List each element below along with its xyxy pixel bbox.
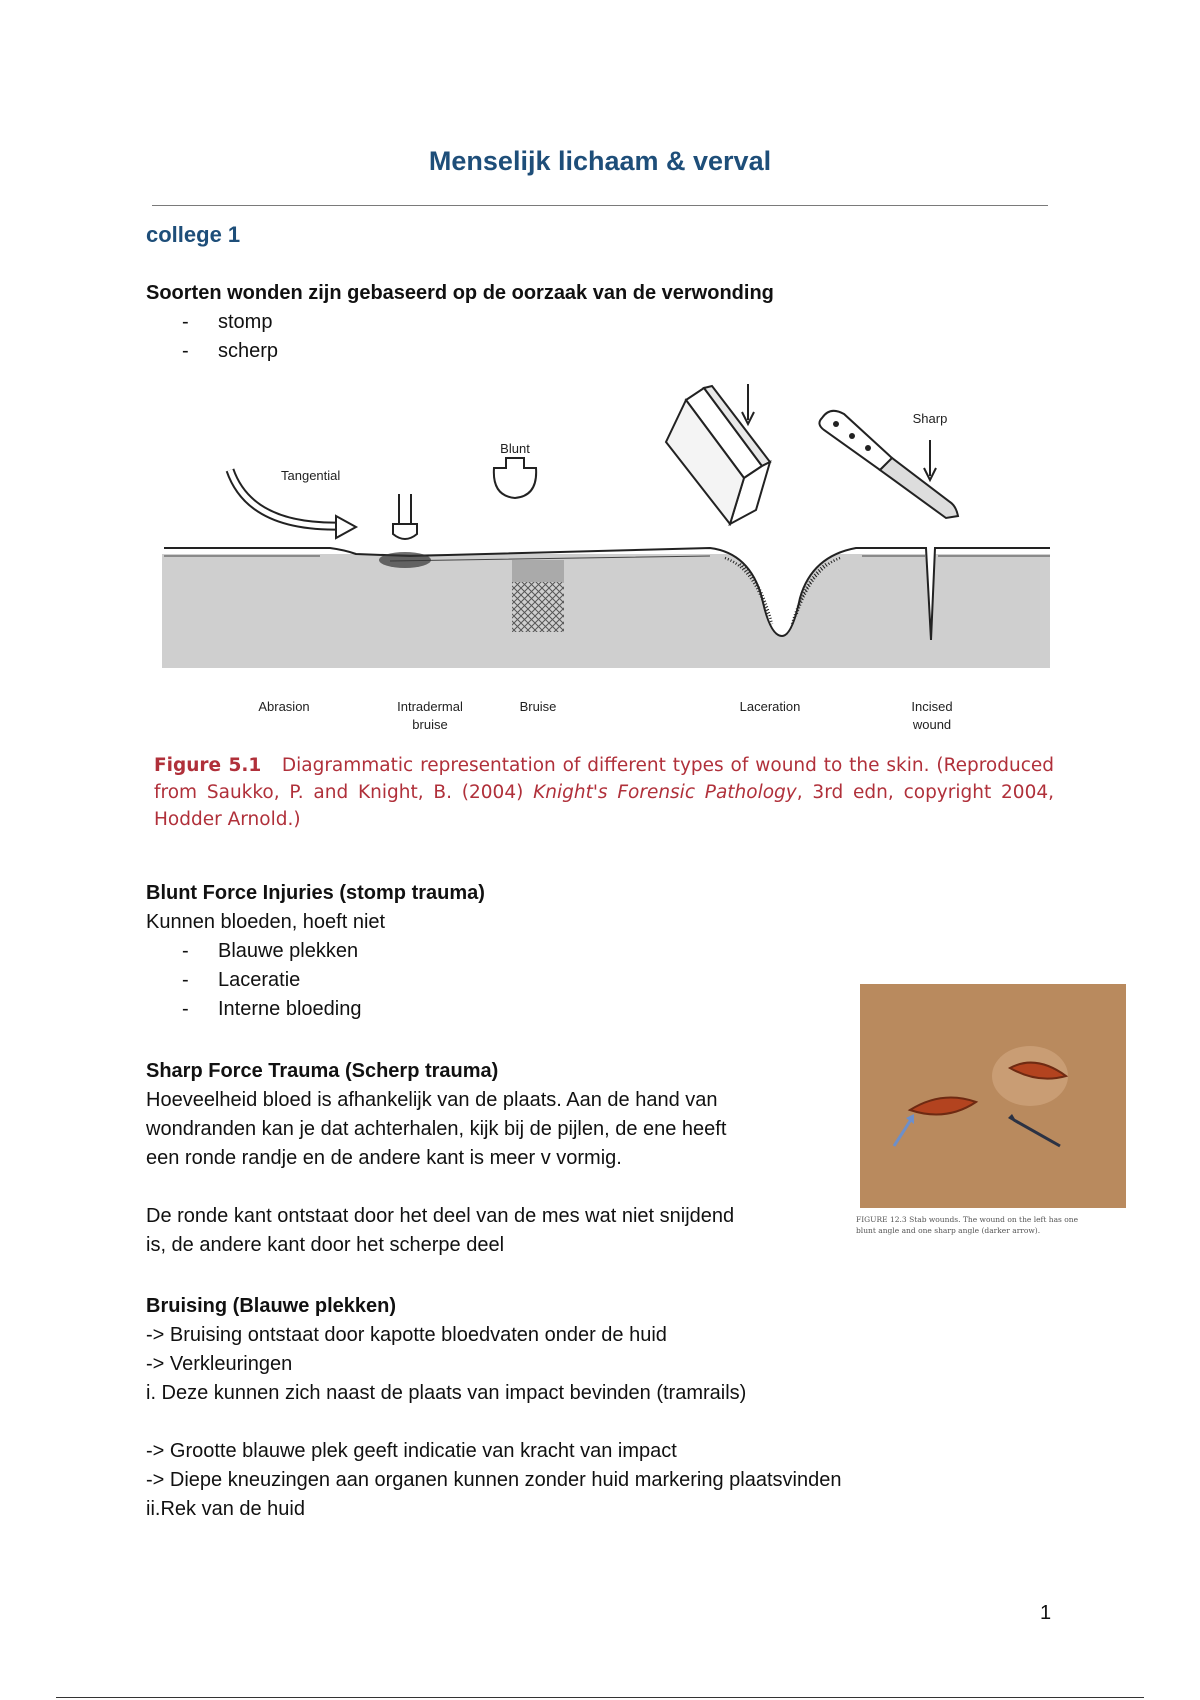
knife-handle	[819, 411, 892, 470]
list-item: - stomp	[146, 308, 774, 337]
photo-caption-line: FIGURE 12.3 Stab wounds. The wound on the left has one	[856, 1215, 1079, 1224]
stab-wound-photo	[860, 984, 1126, 1208]
figure-caption	[154, 752, 1054, 833]
photo-caption	[856, 1214, 1126, 1236]
bruising-line: -> Bruising ontstaat door kapotte bloedvaten onder de huid	[146, 1324, 667, 1346]
sharp-line: is, de andere kant door het scherpe deel	[146, 1234, 505, 1256]
sharp-force-block	[146, 1057, 734, 1260]
knife-blade	[880, 458, 958, 518]
page-number: 1	[1040, 1602, 1052, 1624]
blunt-object	[494, 458, 536, 498]
photo-caption-line: blunt angle and one sharp angle (darker arrow).	[856, 1226, 1041, 1235]
list-item-text: Interne bloeding	[218, 998, 362, 1020]
sharp-line: wondranden kan je dat achterhalen, kijk bij de pijlen, de ene heeft	[146, 1118, 727, 1140]
bruising-line: i. Deze kunnen zich naast de plaats van impact bevinden (tramrails)	[146, 1382, 747, 1404]
page-title: Menselijk lichaam & verval	[428, 146, 772, 176]
wound-types-heading: Soorten wonden zijn gebaseerd op de oorzaak van de verwonding	[146, 282, 774, 304]
intradermal-bruise-mark	[379, 552, 431, 568]
wound-types-block	[146, 279, 774, 366]
blunt-intro: Kunnen bloeden, hoeft niet	[146, 911, 386, 933]
list-item: - Interne bloeding	[146, 995, 485, 1024]
sharp-heading: Sharp Force Trauma (Scherp trauma)	[146, 1060, 499, 1082]
list-item-text: Laceratie	[218, 969, 301, 991]
sharp-line: Hoeveelheid bloed is afhankelijk van de plaats. Aan de hand van	[146, 1089, 718, 1111]
sharp-line: De ronde kant ontstaat door het deel van de mes wat niet snijdend	[146, 1205, 735, 1227]
label-incised-2: wound	[912, 717, 952, 732]
label-abrasion: Abrasion	[258, 699, 310, 714]
intradermal-probe	[393, 524, 417, 539]
list-item: - Laceratie	[146, 966, 485, 995]
label-bruise: Bruise	[519, 699, 557, 714]
figure-caption-text: Diagrammatic representation of different types of wound to the skin. (Reproduced from Saukko, P. and Knight, B. (2004)	[154, 755, 1055, 803]
page-bottom-divider	[56, 1697, 1144, 1698]
bruising-line: -> Verkleuringen	[146, 1353, 293, 1375]
label-intradermal-1: Intradermal	[397, 699, 463, 714]
list-item-text: Blauwe plekken	[218, 940, 359, 962]
bruising-heading: Bruising (Blauwe plekken)	[146, 1295, 397, 1317]
label-sharp: Sharp	[912, 411, 948, 426]
bruising-line: -> Diepe kneuzingen aan organen kunnen zonder huid markering plaatsvinden	[146, 1469, 842, 1491]
bruising-block	[146, 1292, 841, 1524]
figure-caption-text-end: , 3rd edn, copyright 2004, Hodder Arnold.)	[154, 782, 1054, 830]
label-blunt: Blunt	[500, 441, 530, 456]
section-heading: college 1	[146, 222, 241, 247]
list-item-text: stomp	[218, 311, 273, 333]
figure-caption-book: Knight's Forensic Pathology	[533, 782, 797, 803]
blunt-force-block	[146, 879, 485, 1024]
label-laceration: Laceration	[739, 699, 801, 714]
title-divider	[152, 205, 1048, 206]
list-item-text: scherp	[218, 340, 279, 362]
sharp-line: een ronde randje en de andere kant is meer v vormig.	[146, 1147, 622, 1169]
label-intradermal-2: bruise	[412, 717, 448, 732]
bruising-line: ii.Rek van de huid	[146, 1498, 305, 1520]
list-item: - Blauwe plekken	[146, 937, 485, 966]
bruise-deep	[512, 582, 564, 632]
figure-caption-label: Figure 5.1	[154, 755, 262, 776]
list-item: - scherp	[146, 337, 774, 366]
label-tangential: Tangential	[281, 468, 341, 483]
bruise-surface	[512, 560, 564, 582]
bruising-line: -> Grootte blauwe plek geeft indicatie van kracht van impact	[146, 1440, 677, 1462]
wound-types-diagram	[150, 378, 1050, 738]
blunt-heading: Blunt Force Injuries (stomp trauma)	[146, 882, 485, 904]
label-incised-1: Incised	[911, 699, 953, 714]
